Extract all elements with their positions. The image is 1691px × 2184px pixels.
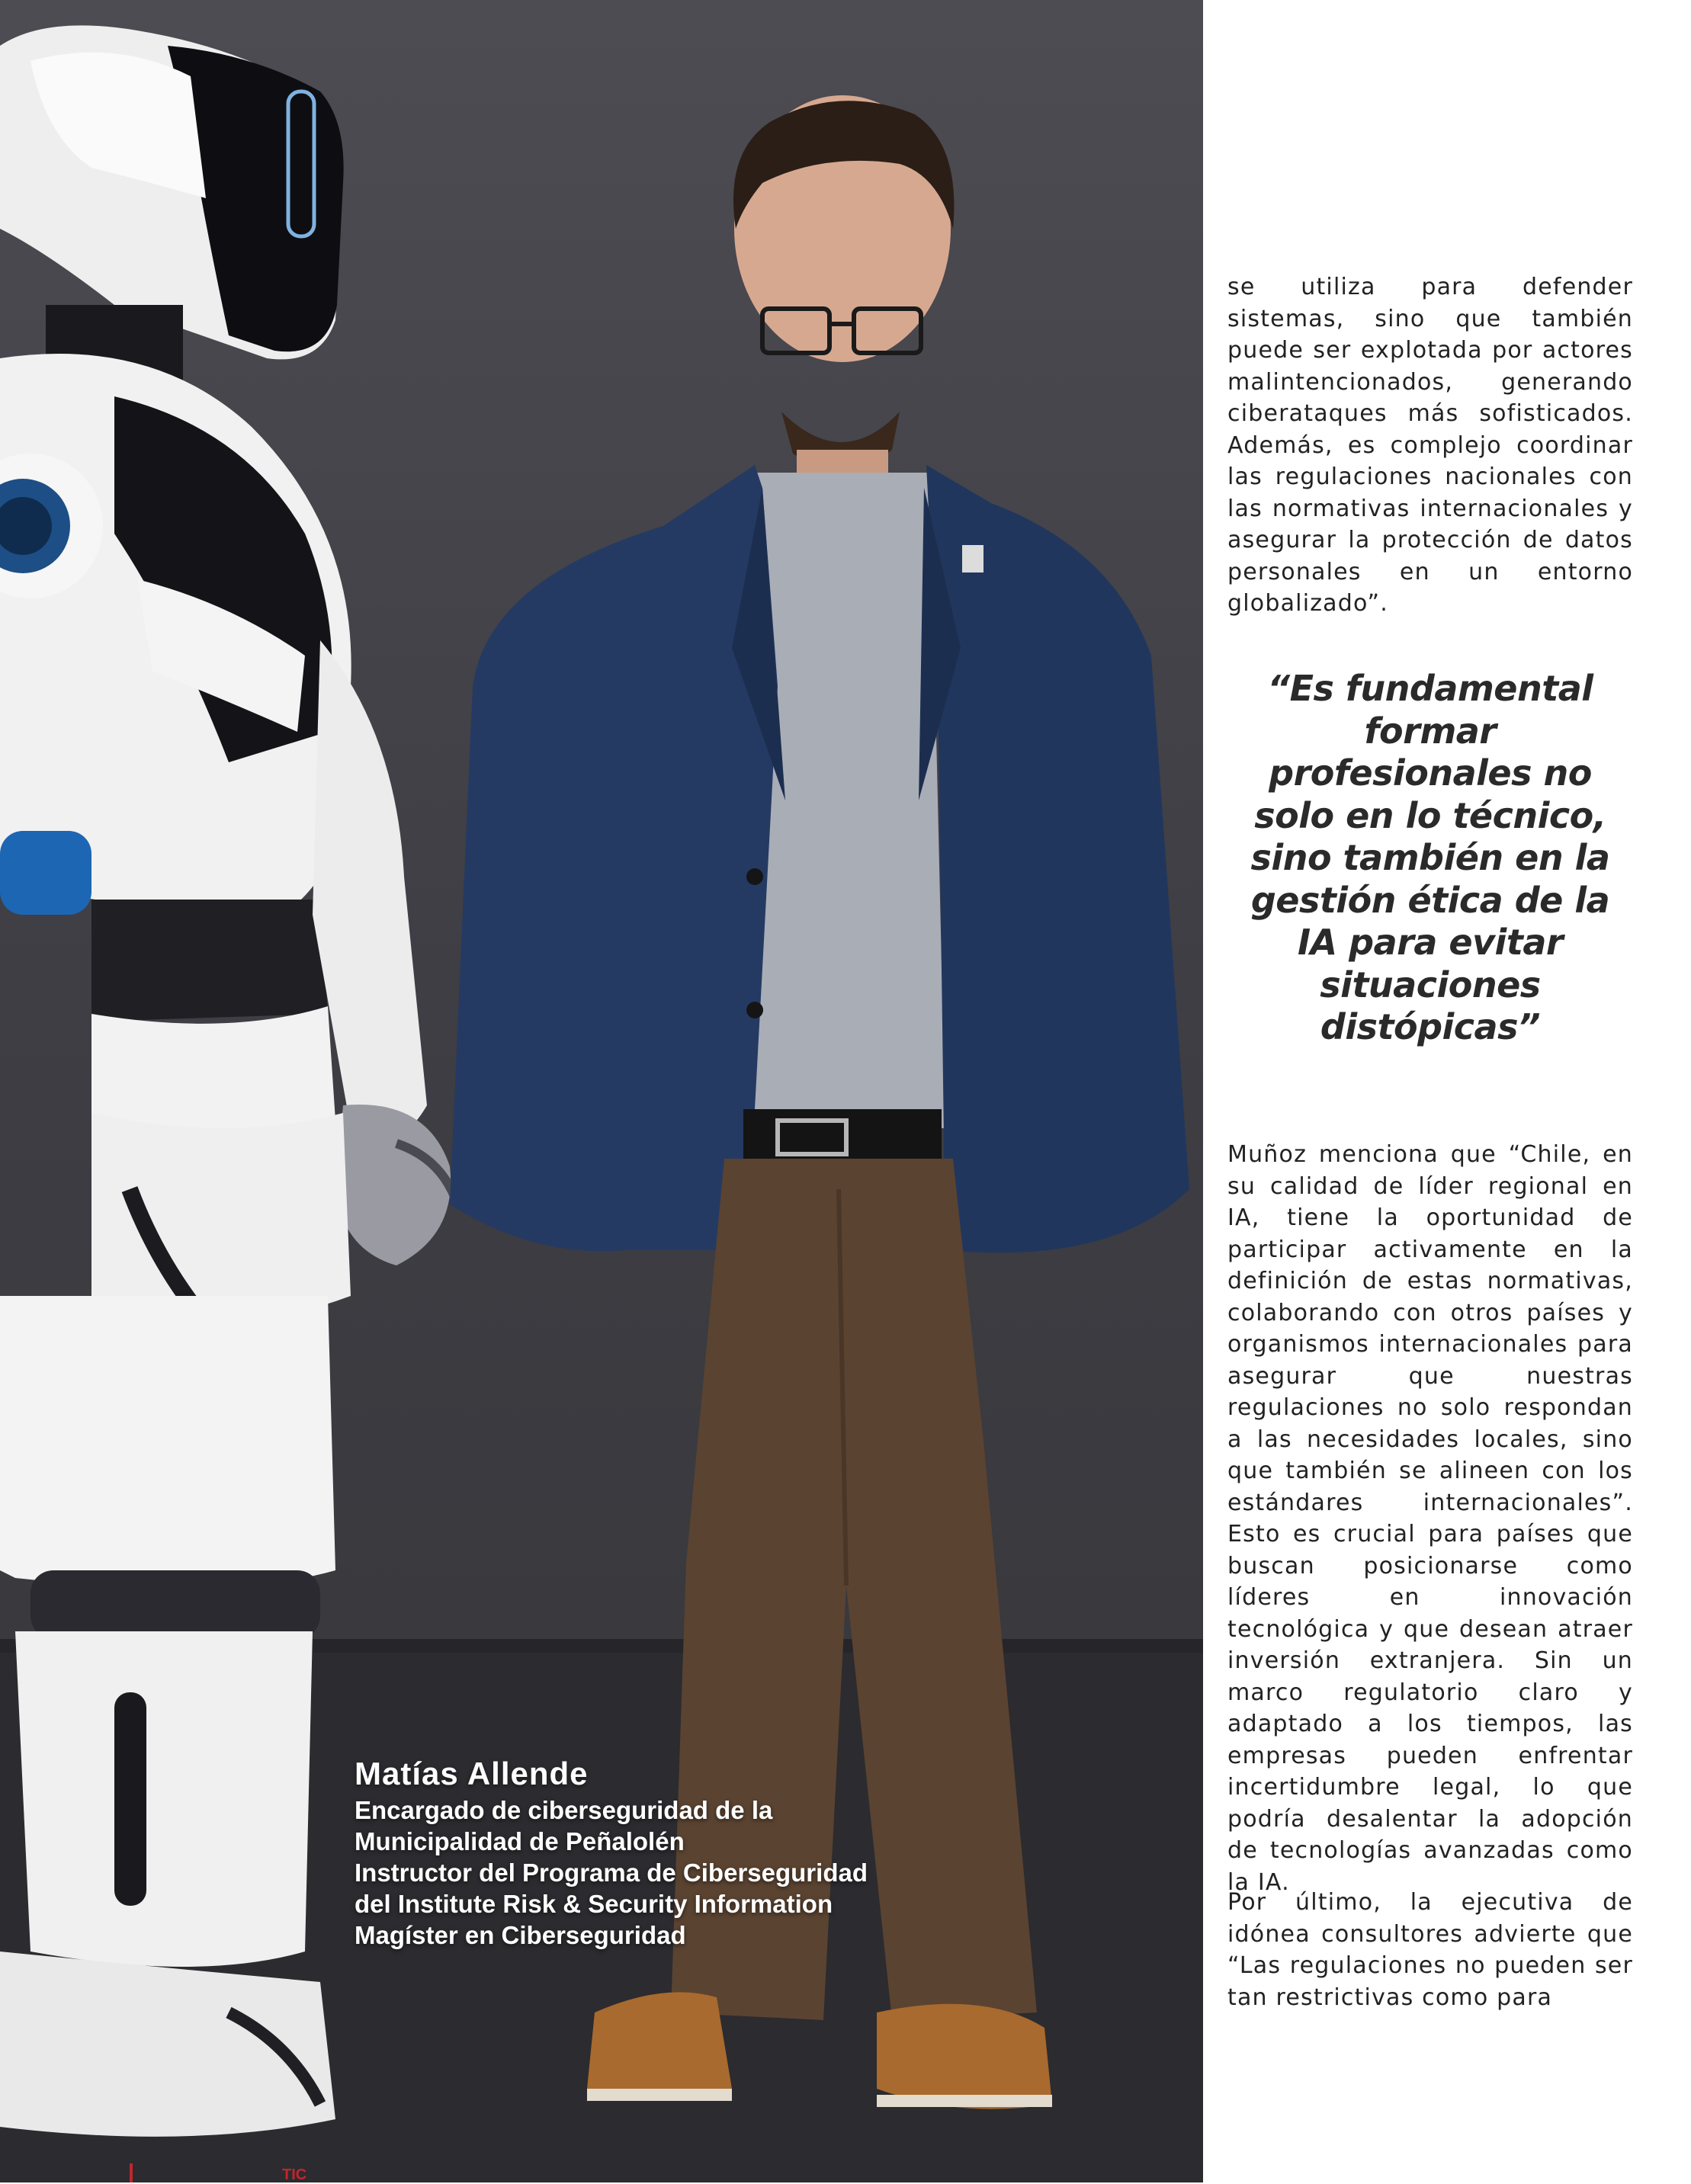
- caption-line-5: Magíster en Ciberseguridad: [355, 1921, 686, 1949]
- footer-section-label: TIC: [282, 2166, 307, 2183]
- caption-line-4: del Institute Risk & Security Information: [355, 1890, 833, 1918]
- pull-quote: “Es fundamental formar profesionales no solo en lo técnico, sino también en la gestión ética de la IA para evitar situaciones distópicas”: [1250, 668, 1610, 1047]
- caption-line-1: Encargado de ciberseguridad de la: [355, 1796, 773, 1824]
- caption-line-2: Municipalidad de Peñalolén: [355, 1827, 685, 1855]
- article-paragraph-2: Muñoz menciona que “Chile, en su calidad de líder regional en IA, tiene la oportunidad de participar activamente en la definición de estas normativas, colaborando con otros países y organismos internacionales para asegurar que nuestras regulaciones no solo respondan a las necesidades locales, sino que también se alineen con los estándares internacionales”. Esto es crucial para países que buscan posicionarse como líderes en innovación tecnológica y que desean atraer inversión extranjera. Sin un marco regulatorio claro y adaptado a los tiempos, las empresas pueden enfrentar incertidumbre legal, lo que podría desalentar la adopción de tecnologías avanzadas como la IA.: [1227, 1141, 1633, 1896]
- article-paragraph-3: Por último, la ejecutiva de idónea consultores advierte que “Las regulaciones no pueden ser tan restrictivas como para: [1227, 1889, 1633, 2011]
- article-paragraph-1: se utiliza para defender sistemas, sino que también puede ser explotada por actores malintencionados, generando ciberataques más sofisticados. Además, es complejo coordinar las regulaciones nacionales con las normativas internacionales y asegurar la protección de datos personales en un entorno globalizado”.: [1227, 274, 1633, 617]
- footer-accent-mark: [130, 2163, 133, 2182]
- caption-line-3: Instructor del Programa de Ciberseguridad: [355, 1858, 868, 1887]
- photo-caption: [355, 1753, 1117, 1951]
- caption-name: Matías Allende: [355, 1756, 589, 1791]
- article-text-column: [1227, 271, 1633, 2011]
